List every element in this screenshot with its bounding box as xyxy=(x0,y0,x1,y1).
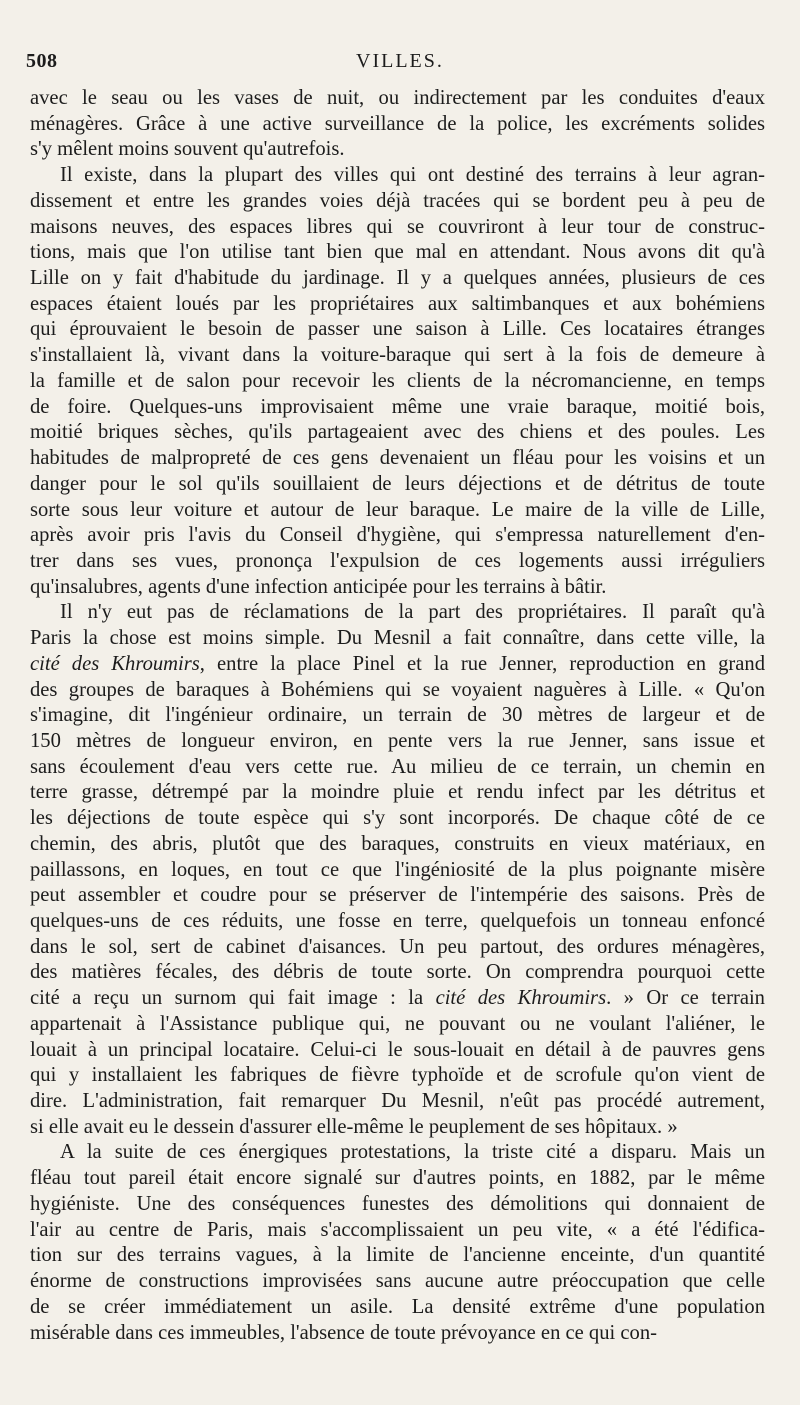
text-line: qui éprouvaient le besoin de passer une saison à Lille. Ces locataires étranges xyxy=(30,318,765,341)
text-segment: , entre la place Pinel et la rue Jenner, reproduction en grand xyxy=(199,652,765,675)
text-line: après avoir pris l'avis du Conseil d'hygiène, qui s'empressa naturellement d'en- xyxy=(30,524,765,547)
text-line: terre grasse, détrempé par la moindre pluie et rendu infect par les détritus et xyxy=(30,781,765,804)
text-line: Il n'y eut pas de réclamations de la part des propriétaires. Il paraît qu'à xyxy=(60,601,765,624)
text-segment: cité a reçu un surnom qui fait image : la xyxy=(30,987,436,1010)
text-line: ménagères. Grâce à une active surveillance de la police, les excréments solides xyxy=(30,112,765,135)
text-line: maisons neuves, des espaces libres qui se couvriront à leur tour de construc- xyxy=(30,215,765,238)
text-line: appartenait à l'Assistance publique qui, ne pouvant ou ne voulant l'aliéner, le xyxy=(30,1012,765,1035)
text-line: s'imagine, dit l'ingénieur ordinaire, un terrain de 30 mètres de largeur et de xyxy=(30,704,765,727)
text-line: A la suite de ces énergiques protestations, la triste cité a disparu. Mais un xyxy=(60,1141,765,1164)
italic-text: cité des Khroumirs xyxy=(30,652,200,675)
text-line xyxy=(30,986,765,1012)
text-line: l'air au centre de Paris, mais s'accomplissaient un peu vite, « a été l'édifica- xyxy=(30,1218,765,1241)
text-line: tions, mais que l'on utilise tant bien que mal en attendant. Nous avons dit qu'à xyxy=(30,241,765,264)
text-line: dire. L'administration, fait remarquer Du Mesnil, n'eût pas procédé autrement, xyxy=(30,1090,765,1113)
text-line: sans écoulement d'eau vers cette rue. Au milieu de ce terrain, un chemin en xyxy=(30,755,765,778)
text-line: de se créer immédiatement un asile. La densité extrême d'une population xyxy=(30,1295,765,1318)
page-header xyxy=(26,50,762,78)
text-line: des matières fécales, des débris de toute sorte. On comprendra pourquoi cette xyxy=(30,961,765,984)
text-line xyxy=(30,652,765,678)
text-segment: . » Or ce terrain xyxy=(606,987,765,1010)
text-line: moitié briques sèches, qu'ils partageaient avec des chiens et des poules. Les xyxy=(30,421,765,444)
text-line: des groupes de baraques à Bohémiens qui se voyaient naguères à Lille. « Qu'on xyxy=(30,678,765,701)
text-line: trer dans ses vues, prononça l'expulsion de ces logements aussi irréguliers xyxy=(30,549,765,572)
text-line: 150 mètres de longueur environ, en pente vers la rue Jenner, sans issue et xyxy=(30,729,765,752)
text-line: sorte sous leur voiture et autour de leur baraque. Le maire de la ville de Lille, xyxy=(30,498,765,521)
text-line: s'y mêlent moins souvent qu'autrefois. xyxy=(30,138,345,161)
italic-text: cité des Khroumirs xyxy=(435,987,607,1010)
text-line: s'installaient là, vivant dans la voiture-baraque qui sert à la fois de demeure à xyxy=(30,344,765,367)
page-number: 508 xyxy=(26,50,58,72)
text-line: si elle avait eu le dessein d'assurer elle-même le peuplement de ses hôpitaux. » xyxy=(30,1115,678,1138)
text-line: dans le sol, sert de cabinet d'aisances. Un peu partout, des ordures ménagères, xyxy=(30,935,765,958)
body-text xyxy=(30,86,765,1346)
text-line: énorme de constructions improvisées sans aucune autre préoccupation que celle xyxy=(30,1270,765,1293)
text-line: paillassons, en loques, en tout ce que l'ingéniosité de la plus poignante misère xyxy=(30,858,765,881)
running-title: VILLES. xyxy=(356,50,444,72)
text-line: hygiéniste. Une des conséquences funestes des démolitions qui donnaient de xyxy=(30,1192,765,1215)
text-line: avec le seau ou les vases de nuit, ou indirectement par les conduites d'eaux xyxy=(30,87,765,109)
text-line: danger pour le sol qu'ils souillaient de leurs déjections et de détritus de toute xyxy=(30,472,765,495)
text-line: louait à un principal locataire. Celui-ci le sous-louait en détail à de pauvres gens xyxy=(30,1038,765,1061)
text-line: Paris la chose est moins simple. Du Mesnil a fait connaître, dans cette ville, la xyxy=(30,627,765,650)
text-line: misérable dans ces immeubles, l'absence de toute prévoyance en ce qui con- xyxy=(30,1321,657,1344)
text-line: les déjections de toute espèce qui s'y sont incorporés. De chaque côté de ce xyxy=(30,807,765,830)
text-line: fléau tout pareil était encore signalé sur d'autres points, en 1882, par le même xyxy=(30,1167,765,1190)
text-line: qui y installaient les fabriques de fièvre typhoïde et de scrofule qu'on vient de xyxy=(30,1064,765,1087)
text-line: tion sur des terrains vagues, à la limite de l'ancienne enceinte, d'un quantité xyxy=(30,1244,765,1267)
text-line: qu'insalubres, agents d'une infection anticipée pour les terrains à bâtir. xyxy=(30,575,607,598)
text-line: de foire. Quelques-uns improvisaient même une vraie baraque, moitié bois, xyxy=(30,395,765,418)
text-line: Il existe, dans la plupart des villes qui ont destiné des terrains à leur agran- xyxy=(60,164,765,187)
text-line: Lille on y fait d'habitude du jardinage. Il y a quelques années, plusieurs de ces xyxy=(30,267,765,290)
text-line: chemin, des abris, plutôt que des baraques, construits en vieux matériaux, en xyxy=(30,832,765,855)
text-line: dissement et entre les grandes voies déjà tracées qui se bordent peu à peu de xyxy=(30,189,765,212)
text-line: la famille et de salon pour recevoir les clients de la nécromancienne, en temps xyxy=(30,369,765,392)
text-line: espaces étaient loués par les propriétaires aux saltimbanques et aux bohémiens xyxy=(30,292,765,315)
text-line: quelques-uns de ces réduits, une fosse en terre, quelquefois un tonneau enfoncé xyxy=(30,910,765,932)
text-line: peut assembler et coudre pour se préserver de l'intempérie des saisons. Près de xyxy=(30,884,765,907)
text-line: habitudes de malpropreté de ces gens devenaient un fléau pour les voisins et un xyxy=(30,447,765,470)
